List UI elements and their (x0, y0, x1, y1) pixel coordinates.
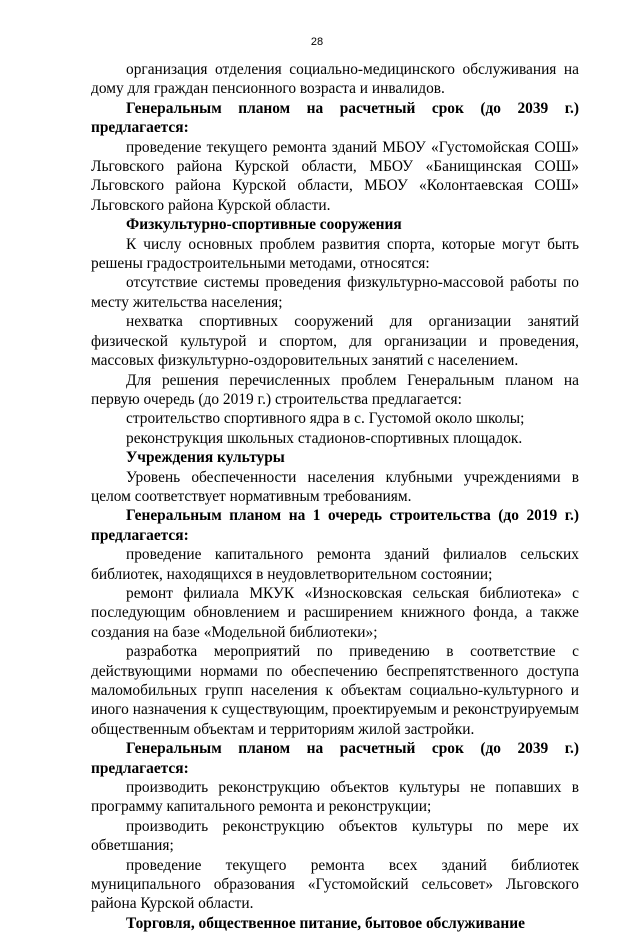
paragraph: проведение текущего ремонта зданий МБОУ «Густомойская СОШ» Льговского района Курской области, МБОУ «Банищинская СОШ» Льговского района Курской области, МБОУ «Колонтаевская СОШ» Льговского района Курской области. (91, 138, 579, 214)
bold-paragraph: Генеральным планом на 1 очередь строительства (до 2019 г.) предлагается: (91, 507, 579, 544)
section-heading: Торговля, общественное питание, бытовое обслуживание (126, 914, 525, 932)
paragraph: Уровень обеспеченности населения клубными учреждениями в целом соответствует нормативным требованиям. (91, 468, 579, 505)
paragraph: реконструкция школьных стадионов-спортивных площадок. (126, 429, 523, 447)
paragraph: производить реконструкцию объектов культуры не попавших в программу капитального ремонта и реконструкции; (91, 779, 579, 816)
paragraph: разработка мероприятий по приведению в соответствие с действующими нормами по обеспечению беспрепятственного доступа маломобильных групп населения к объектам социально-культурного и иного назначения к существующим, проектируемым и реконструируемым общественным объектам и территориям жилой застройки. (91, 643, 579, 738)
paragraph: проведение капитального ремонта зданий филиалов сельских библиотек, находящихся в неудовлетворительном состоянии; (91, 546, 579, 583)
document-body (91, 60, 579, 933)
bold-paragraph: Генеральным планом на расчетный срок (до 2039 г.) предлагается: (91, 740, 579, 777)
paragraph: организация отделения социально-медицинского обслуживания на дому для граждан пенсионного возраста и инвалидов. (91, 61, 579, 98)
paragraph: нехватка спортивных сооружений для организации занятий физической культурой и спортом, для организации и проведения, массовых физкультурно-оздоровительных занятий с населением. (91, 313, 579, 370)
paragraph: Для решения перечисленных проблем Генеральным планом на первую очередь (до 2019 г.) строительства предлагается: (91, 371, 579, 408)
bold-paragraph: Генеральным планом на расчетный срок (до 2039 г.) предлагается: (91, 99, 579, 137)
paragraph: производить реконструкцию объектов культуры по мере их обветшания; (91, 817, 579, 855)
paragraph: проведение текущего ремонта всех зданий библиотек муниципального образования «Густомойский сельсовет» Льговского района Курской области. (91, 856, 579, 913)
paragraph: строительство спортивного ядра в с. Густомой около школы; (126, 410, 525, 428)
page-number: 28 (310, 36, 324, 48)
paragraph: отсутствие системы проведения физкультурно-массовой работы по месту жительства населения; (91, 274, 579, 311)
section-heading: Физкультурно-спортивные сооружения (126, 216, 402, 234)
section-heading: Учреждения культуры (126, 449, 285, 467)
paragraph: ремонт филиала МКУК «Износковская сельская библиотека» с последующим обновлением и расширением книжного фонда, а также создания на базе «Модельной библиотеки»; (91, 584, 579, 641)
paragraph: К числу основных проблем развития спорта, которые могут быть решены градостроительными методами, относятся: (91, 235, 579, 273)
